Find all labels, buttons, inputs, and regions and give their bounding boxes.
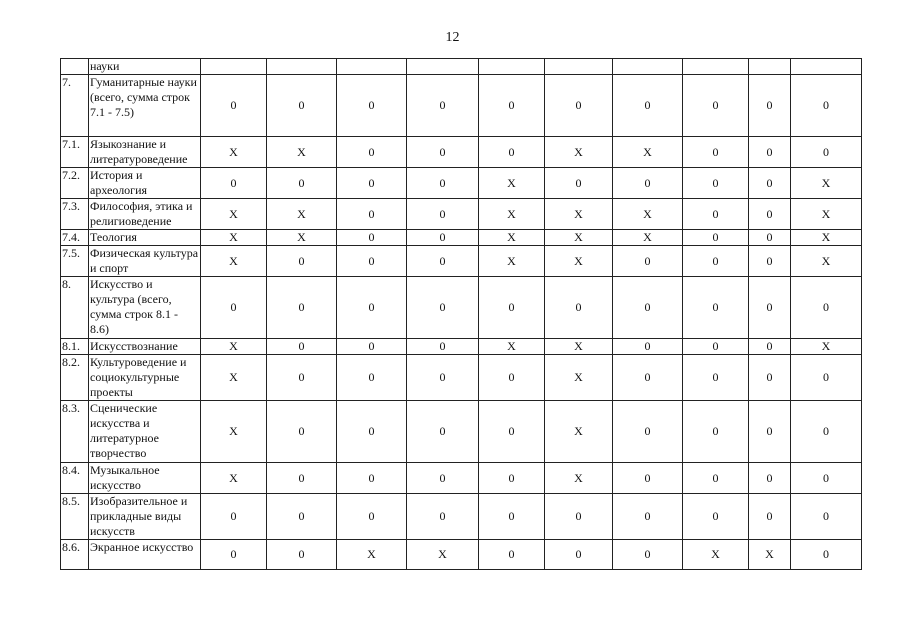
table-row [61, 494, 862, 540]
value-cell: 0 [407, 199, 479, 230]
value-cell: 0 [683, 355, 749, 401]
table-body [61, 59, 862, 570]
value-cell: X [201, 199, 267, 230]
value-cell: 0 [683, 75, 749, 137]
value-cell: 0 [749, 168, 791, 199]
value-cell: 0 [407, 401, 479, 463]
value-cell: 0 [407, 355, 479, 401]
value-cell: 0 [337, 494, 407, 540]
value-cell: 0 [267, 75, 337, 137]
row-number-cell: 8.4. [61, 463, 89, 494]
value-cell: X [545, 199, 613, 230]
value-cell: X [545, 401, 613, 463]
value-cell: 0 [201, 494, 267, 540]
value-cell [749, 59, 791, 75]
row-name-cell: Сценические искусства и литературное творчество [89, 401, 201, 463]
value-cell: 0 [613, 246, 683, 277]
statistics-table [60, 58, 862, 570]
value-cell: 0 [267, 540, 337, 570]
value-cell: X [545, 339, 613, 355]
value-cell: 0 [407, 230, 479, 246]
value-cell: X [791, 339, 862, 355]
value-cell: 0 [613, 75, 683, 137]
value-cell: 0 [749, 199, 791, 230]
row-name-cell: Изобразительное и прикладные виды искусств [89, 494, 201, 540]
value-cell: X [267, 199, 337, 230]
value-cell: 0 [749, 137, 791, 168]
value-cell: 0 [407, 277, 479, 339]
value-cell: 0 [613, 339, 683, 355]
row-number-cell: 8.2. [61, 355, 89, 401]
value-cell: X [479, 230, 545, 246]
value-cell: 0 [791, 137, 862, 168]
value-cell: 0 [337, 339, 407, 355]
row-name-cell: Теология [89, 230, 201, 246]
value-cell: 0 [479, 137, 545, 168]
value-cell: 0 [791, 401, 862, 463]
value-cell: 0 [407, 463, 479, 494]
value-cell [407, 59, 479, 75]
value-cell: 0 [267, 463, 337, 494]
value-cell: X [791, 246, 862, 277]
page-number: 12 [445, 30, 460, 45]
value-cell: 0 [613, 355, 683, 401]
value-cell: 0 [267, 246, 337, 277]
value-cell: X [337, 540, 407, 570]
value-cell: X [201, 401, 267, 463]
value-cell: 0 [613, 494, 683, 540]
value-cell: X [479, 339, 545, 355]
row-name-cell: Музыкальное искусство [89, 463, 201, 494]
value-cell: X [791, 168, 862, 199]
value-cell: 0 [201, 540, 267, 570]
table-row [61, 75, 862, 137]
value-cell: 0 [407, 339, 479, 355]
value-cell [791, 59, 862, 75]
value-cell: 0 [201, 75, 267, 137]
value-cell [337, 59, 407, 75]
value-cell: X [479, 168, 545, 199]
table-row [61, 59, 862, 75]
value-cell: 0 [479, 463, 545, 494]
value-cell: 0 [479, 540, 545, 570]
value-cell: 0 [749, 75, 791, 137]
value-cell: 0 [791, 277, 862, 339]
value-cell: 0 [267, 401, 337, 463]
value-cell [683, 59, 749, 75]
value-cell: X [791, 230, 862, 246]
table-row [61, 401, 862, 463]
value-cell: 0 [613, 168, 683, 199]
table-row [61, 339, 862, 355]
value-cell [545, 59, 613, 75]
value-cell: X [201, 137, 267, 168]
row-name-cell: Гуманитарные науки (всего, сумма строк 7.1 - 7.5) [89, 75, 201, 137]
table-row [61, 463, 862, 494]
value-cell: 0 [337, 168, 407, 199]
row-name-cell: Философия, этика и религиоведение [89, 199, 201, 230]
value-cell: 0 [407, 494, 479, 540]
value-cell: 0 [201, 168, 267, 199]
value-cell: X [545, 137, 613, 168]
value-cell: 0 [337, 246, 407, 277]
value-cell: 0 [683, 339, 749, 355]
value-cell: 0 [479, 75, 545, 137]
value-cell: 0 [749, 355, 791, 401]
value-cell: 0 [683, 168, 749, 199]
row-number-cell: 7.1. [61, 137, 89, 168]
table-row [61, 230, 862, 246]
row-number-cell: 8.1. [61, 339, 89, 355]
value-cell: X [545, 246, 613, 277]
value-cell: 0 [683, 199, 749, 230]
row-number-cell: 7. [61, 75, 89, 137]
row-number-cell: 8.5. [61, 494, 89, 540]
value-cell: X [407, 540, 479, 570]
value-cell: X [479, 246, 545, 277]
value-cell: 0 [337, 277, 407, 339]
value-cell: 0 [267, 339, 337, 355]
table-row [61, 355, 862, 401]
value-cell: 0 [613, 401, 683, 463]
row-number-cell: 8.6. [61, 540, 89, 570]
table-row [61, 137, 862, 168]
table-row [61, 246, 862, 277]
value-cell: X [479, 199, 545, 230]
value-cell: 0 [791, 494, 862, 540]
value-cell: 0 [683, 246, 749, 277]
value-cell: X [201, 246, 267, 277]
value-cell: 0 [613, 540, 683, 570]
row-number-cell: 8.3. [61, 401, 89, 463]
value-cell: 0 [545, 494, 613, 540]
value-cell: X [201, 463, 267, 494]
row-number-cell: 7.4. [61, 230, 89, 246]
value-cell: 0 [683, 277, 749, 339]
row-number-cell: 7.3. [61, 199, 89, 230]
row-number-cell: 7.2. [61, 168, 89, 199]
value-cell [201, 59, 267, 75]
row-name-cell: История и археология [89, 168, 201, 199]
value-cell: 0 [683, 401, 749, 463]
row-name-cell: Физическая культура и спорт [89, 246, 201, 277]
value-cell: 0 [683, 230, 749, 246]
value-cell: 0 [479, 355, 545, 401]
value-cell: 0 [749, 494, 791, 540]
value-cell: 0 [267, 277, 337, 339]
row-name-cell: Языкознание и литературоведение [89, 137, 201, 168]
value-cell [613, 59, 683, 75]
value-cell: 0 [749, 246, 791, 277]
value-cell: 0 [683, 137, 749, 168]
value-cell: 0 [545, 540, 613, 570]
value-cell: 0 [337, 355, 407, 401]
value-cell: 0 [749, 463, 791, 494]
value-cell: 0 [201, 277, 267, 339]
table-row [61, 199, 862, 230]
value-cell: 0 [267, 355, 337, 401]
value-cell: 0 [683, 463, 749, 494]
table-row [61, 277, 862, 339]
value-cell: 0 [613, 463, 683, 494]
value-cell: 0 [337, 230, 407, 246]
row-name-cell: Культуроведение и социокультурные проекты [89, 355, 201, 401]
value-cell: X [613, 137, 683, 168]
value-cell: 0 [337, 199, 407, 230]
value-cell: 0 [407, 246, 479, 277]
value-cell: X [683, 540, 749, 570]
table-row [61, 168, 862, 199]
row-name-cell: Искусствознание [89, 339, 201, 355]
value-cell: 0 [337, 401, 407, 463]
value-cell: 0 [407, 137, 479, 168]
value-cell [267, 59, 337, 75]
value-cell: X [201, 339, 267, 355]
value-cell: X [201, 230, 267, 246]
value-cell: X [791, 199, 862, 230]
value-cell: 0 [337, 75, 407, 137]
value-cell: 0 [545, 168, 613, 199]
value-cell: X [267, 230, 337, 246]
value-cell: 0 [479, 494, 545, 540]
value-cell: 0 [749, 401, 791, 463]
value-cell: X [201, 355, 267, 401]
value-cell [479, 59, 545, 75]
value-cell: 0 [791, 75, 862, 137]
value-cell: 0 [683, 494, 749, 540]
table-row [61, 540, 862, 570]
row-number-cell [61, 59, 89, 75]
value-cell: X [545, 355, 613, 401]
value-cell: 0 [749, 230, 791, 246]
value-cell: 0 [267, 494, 337, 540]
value-cell: 0 [479, 401, 545, 463]
value-cell: 0 [337, 137, 407, 168]
value-cell: X [545, 230, 613, 246]
value-cell: X [545, 463, 613, 494]
value-cell: 0 [407, 75, 479, 137]
row-number-cell: 7.5. [61, 246, 89, 277]
value-cell: 0 [407, 168, 479, 199]
value-cell: 0 [479, 277, 545, 339]
row-number-cell: 8. [61, 277, 89, 339]
value-cell: 0 [749, 277, 791, 339]
value-cell: 0 [613, 277, 683, 339]
row-name-cell: науки [89, 59, 201, 75]
value-cell: 0 [267, 168, 337, 199]
value-cell: 0 [791, 355, 862, 401]
value-cell: 0 [791, 540, 862, 570]
value-cell: 0 [791, 463, 862, 494]
row-name-cell: Искусство и культура (всего, сумма строк 8.1 - 8.6) [89, 277, 201, 339]
value-cell: X [749, 540, 791, 570]
value-cell: 0 [545, 75, 613, 137]
row-name-cell: Экранное искусство [89, 540, 201, 570]
value-cell: 0 [749, 339, 791, 355]
value-cell: X [267, 137, 337, 168]
value-cell: 0 [337, 463, 407, 494]
value-cell: X [613, 199, 683, 230]
value-cell: X [613, 230, 683, 246]
value-cell: 0 [545, 277, 613, 339]
